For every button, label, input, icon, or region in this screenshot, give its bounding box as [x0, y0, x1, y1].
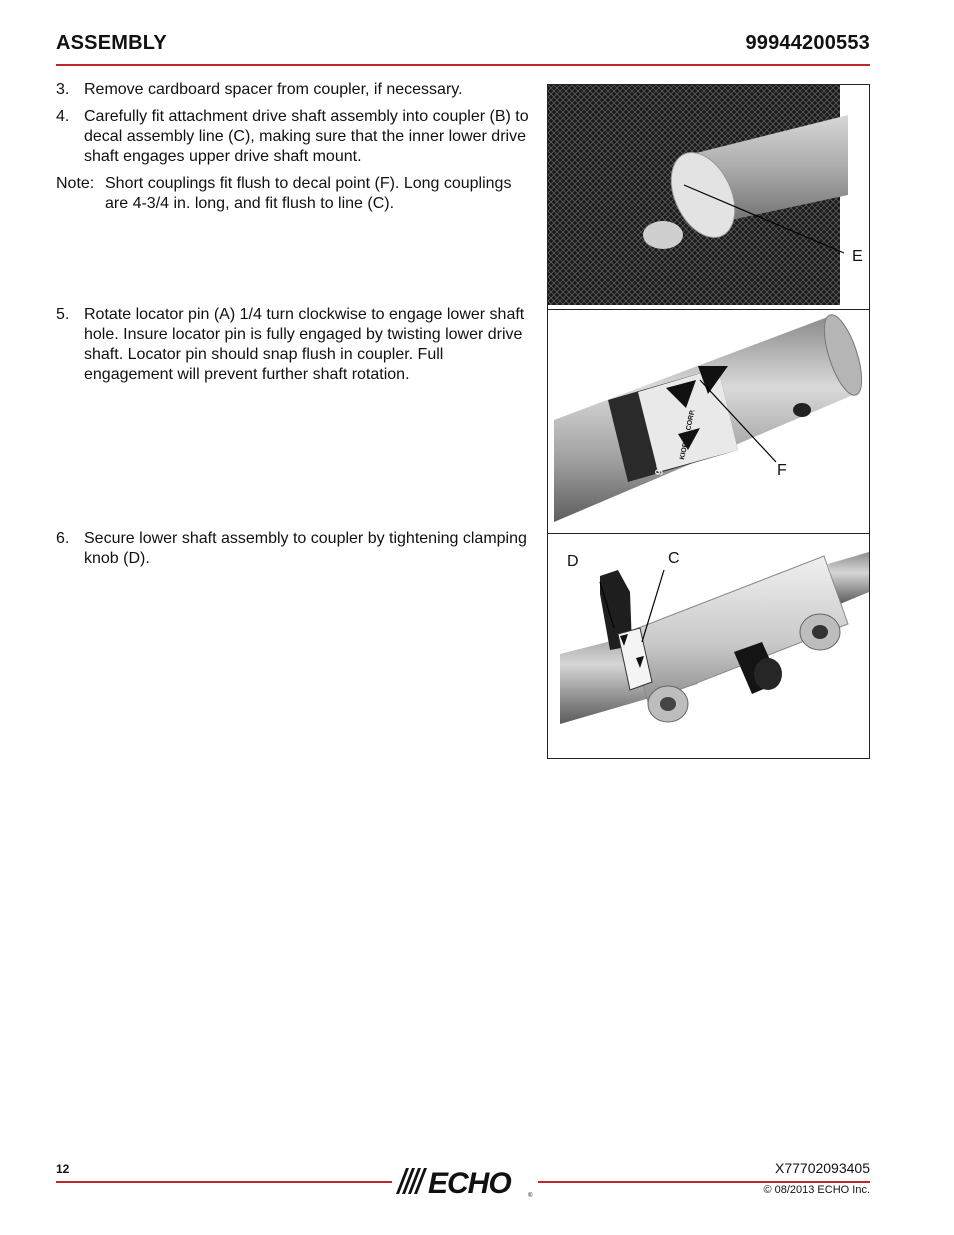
- callout-f: F: [777, 462, 787, 479]
- coupler-knob-illustration: [548, 534, 869, 758]
- step-3: [56, 80, 536, 100]
- step-4: [56, 107, 536, 167]
- photo-coupler-knob: [547, 533, 870, 759]
- echo-logo: [392, 1164, 538, 1200]
- photo-brush-attachment: [547, 84, 870, 310]
- copyright: © 08/2013 ECHO Inc.: [763, 1184, 870, 1196]
- step-text: Secure lower shaft assembly to coupler by tightening clamping knob (D).: [84, 530, 527, 567]
- step-number: 5.: [56, 306, 70, 323]
- step-text: Rotate locator pin (A) 1/4 turn clockwise to engage lower shaft hole. Insure locator pin is fully engaged by twisting lower drive shaft. Locator pin should snap flush in coupler. Full engagement will prevent further shaft rotation.: [84, 306, 525, 383]
- decal-brand-text: KIORITZ CORP.: [679, 408, 697, 461]
- header-rule: [56, 64, 870, 66]
- photo-shaft-decal: [547, 309, 870, 535]
- page-number: 12: [56, 1162, 70, 1176]
- step-number: 3.: [56, 81, 70, 98]
- logo-wordmark: ECHO: [428, 1167, 511, 1200]
- brush-photo-illustration: [548, 85, 869, 309]
- callout-c: C: [668, 550, 680, 567]
- step-5: [56, 305, 536, 385]
- footer-rule-right: [538, 1181, 870, 1183]
- callout-d: D: [567, 553, 579, 570]
- step-number: 4.: [56, 108, 70, 125]
- step-6: [56, 529, 536, 569]
- shaft-decal-illustration: [548, 310, 869, 534]
- step-text: Remove cardboard spacer from coupler, if necessary.: [84, 81, 463, 98]
- callout-e: E: [852, 248, 863, 265]
- part-number: 99944200553: [745, 32, 870, 54]
- note-label: Note:: [56, 175, 95, 192]
- document-number: X77702093405: [775, 1160, 870, 1176]
- svg-text:®: ®: [528, 1193, 533, 1199]
- footer-rule-left: [56, 1181, 392, 1183]
- step-number: 6.: [56, 530, 70, 547]
- decal-part-text: 99942-00640: [653, 410, 679, 477]
- section-title: ASSEMBLY: [56, 32, 167, 54]
- note: [56, 174, 538, 214]
- note-text: Short couplings fit flush to decal point (F). Long couplings are 4-3/4 in. long, and fit flush to line (C).: [105, 175, 512, 212]
- step-text: Carefully fit attachment drive shaft assembly into coupler (B) to decal assembly line (C), making sure that the inner lower drive shaft engages upper drive shaft mount.: [84, 108, 529, 165]
